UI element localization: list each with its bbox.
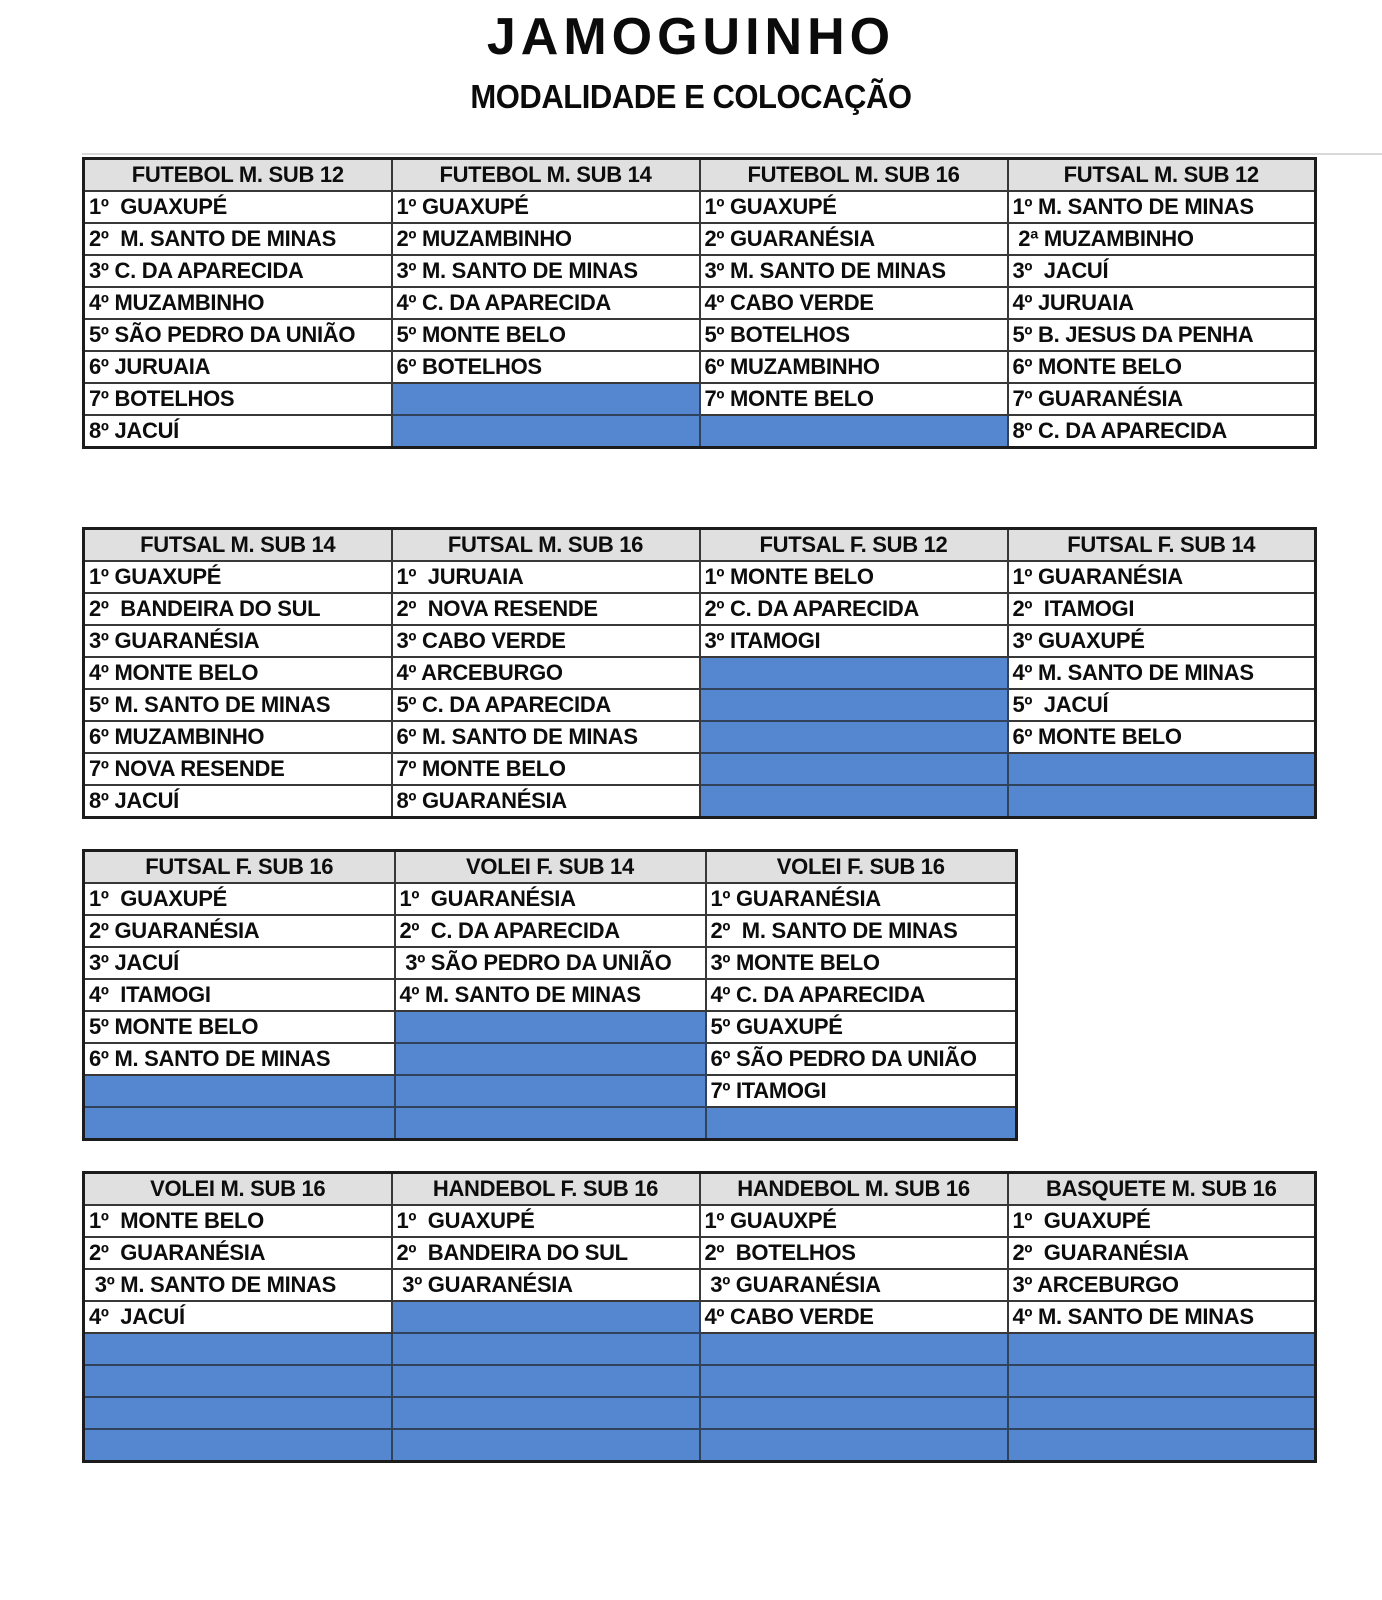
empty-cell bbox=[700, 657, 1008, 689]
table-row bbox=[84, 753, 1316, 785]
top-divider-line bbox=[82, 153, 1382, 155]
rank-cell: 6º MUZAMBINHO bbox=[700, 351, 1008, 383]
rank-cell: 3º M. SANTO DE MINAS bbox=[84, 1269, 392, 1301]
rank-cell: 5º BOTELHOS bbox=[700, 319, 1008, 351]
column-header-futsal-m-sub-16: FUTSAL M. SUB 16 bbox=[392, 529, 700, 562]
empty-cell bbox=[706, 1107, 1017, 1140]
rank-cell: 4º CABO VERDE bbox=[700, 1301, 1008, 1333]
rank-cell: 6º JURUAIA bbox=[84, 351, 392, 383]
table-group-1 bbox=[82, 157, 1317, 449]
rank-cell: 3º CABO VERDE bbox=[392, 625, 700, 657]
header-row bbox=[84, 529, 1316, 562]
table-row bbox=[84, 1043, 1017, 1075]
tables-area bbox=[82, 157, 1317, 1463]
rank-cell: 1º GUAXUPÉ bbox=[84, 883, 395, 915]
empty-cell bbox=[392, 415, 700, 448]
rank-cell: 6º M. SANTO DE MINAS bbox=[84, 1043, 395, 1075]
table-group-4 bbox=[82, 1171, 1317, 1463]
rank-cell: 2º C. DA APARECIDA bbox=[700, 593, 1008, 625]
rank-cell: 1º GUAXUPÉ bbox=[392, 191, 700, 223]
column-header-futsal-m-sub-12: FUTSAL M. SUB 12 bbox=[1008, 159, 1316, 192]
rank-cell: 2º BANDEIRA DO SUL bbox=[84, 593, 392, 625]
rank-cell: 4º ITAMOGI bbox=[84, 979, 395, 1011]
empty-cell bbox=[84, 1107, 395, 1140]
empty-cell bbox=[392, 1333, 700, 1365]
column-header-volei-f-sub-16: VOLEI F. SUB 16 bbox=[706, 851, 1017, 884]
table-row bbox=[84, 1429, 1316, 1462]
ranking-table-group-1 bbox=[82, 157, 1317, 449]
empty-cell bbox=[700, 785, 1008, 818]
rank-cell: 3º GUARANÉSIA bbox=[84, 625, 392, 657]
table-row bbox=[84, 1107, 1017, 1140]
rank-cell: 5º C. DA APARECIDA bbox=[392, 689, 700, 721]
empty-cell bbox=[84, 1429, 392, 1462]
column-header-futebol-m-sub-14: FUTEBOL M. SUB 14 bbox=[392, 159, 700, 192]
rank-cell: 7º MONTE BELO bbox=[700, 383, 1008, 415]
rank-cell: 1º GUAXUPÉ bbox=[392, 1205, 700, 1237]
table-row bbox=[84, 883, 1017, 915]
table-row bbox=[84, 1397, 1316, 1429]
empty-cell bbox=[700, 753, 1008, 785]
table-row bbox=[84, 657, 1316, 689]
rank-cell: 3º ITAMOGI bbox=[700, 625, 1008, 657]
rank-cell: 3º ARCEBURGO bbox=[1008, 1269, 1316, 1301]
table-row bbox=[84, 1205, 1316, 1237]
table-row bbox=[84, 979, 1017, 1011]
table-row bbox=[84, 689, 1316, 721]
rank-cell: 6º MONTE BELO bbox=[1008, 721, 1316, 753]
rank-cell: 4º MUZAMBINHO bbox=[84, 287, 392, 319]
empty-cell bbox=[700, 721, 1008, 753]
rank-cell: 4º C. DA APARECIDA bbox=[706, 979, 1017, 1011]
column-header-basquete-m-sub-16: BASQUETE M. SUB 16 bbox=[1008, 1173, 1316, 1206]
rank-cell: 5º MONTE BELO bbox=[392, 319, 700, 351]
empty-cell bbox=[392, 1365, 700, 1397]
rank-cell: 5º B. JESUS DA PENHA bbox=[1008, 319, 1316, 351]
rank-cell: 2º M. SANTO DE MINAS bbox=[84, 223, 392, 255]
rank-cell: 1º GUAUXPÉ bbox=[700, 1205, 1008, 1237]
empty-cell bbox=[1008, 753, 1316, 785]
rank-cell: 7º ITAMOGI bbox=[706, 1075, 1017, 1107]
empty-cell bbox=[395, 1107, 706, 1140]
rank-cell: 3º GUARANÉSIA bbox=[700, 1269, 1008, 1301]
rank-cell: 1º M. SANTO DE MINAS bbox=[1008, 191, 1316, 223]
header-row bbox=[84, 851, 1017, 884]
table-row bbox=[84, 415, 1316, 448]
table-row bbox=[84, 625, 1316, 657]
table-row bbox=[84, 1075, 1017, 1107]
rank-cell: 8º JACUÍ bbox=[84, 415, 392, 448]
rank-cell: 6º M. SANTO DE MINAS bbox=[392, 721, 700, 753]
table-row bbox=[84, 947, 1017, 979]
rank-cell: 2º GUARANÉSIA bbox=[700, 223, 1008, 255]
empty-cell bbox=[1008, 785, 1316, 818]
rank-cell: 8º C. DA APARECIDA bbox=[1008, 415, 1316, 448]
empty-cell bbox=[84, 1333, 392, 1365]
rank-cell: 8º JACUÍ bbox=[84, 785, 392, 818]
empty-cell bbox=[84, 1397, 392, 1429]
header-row bbox=[84, 159, 1316, 192]
rank-cell: 5º GUAXUPÉ bbox=[706, 1011, 1017, 1043]
table-row bbox=[84, 1333, 1316, 1365]
ranking-table-group-4 bbox=[82, 1171, 1317, 1463]
rank-cell: 1º GUAXUPÉ bbox=[1008, 1205, 1316, 1237]
table-row bbox=[84, 915, 1017, 947]
table-row bbox=[84, 1301, 1316, 1333]
rank-cell: 1º GUAXUPÉ bbox=[84, 191, 392, 223]
rank-cell: 1º GUARANÉSIA bbox=[706, 883, 1017, 915]
table-row bbox=[84, 223, 1316, 255]
table-row bbox=[84, 561, 1316, 593]
table-row bbox=[84, 785, 1316, 818]
empty-cell bbox=[700, 1397, 1008, 1429]
rank-cell: 4º CABO VERDE bbox=[700, 287, 1008, 319]
rank-cell: 6º MONTE BELO bbox=[1008, 351, 1316, 383]
rank-cell: 1º GUAXUPÉ bbox=[700, 191, 1008, 223]
empty-cell bbox=[700, 1429, 1008, 1462]
table-row bbox=[84, 721, 1316, 753]
page-title: JAMOGUINHO bbox=[486, 8, 896, 66]
rank-cell: 2º GUARANÉSIA bbox=[1008, 1237, 1316, 1269]
table-row bbox=[84, 191, 1316, 223]
rank-cell: 6º BOTELHOS bbox=[392, 351, 700, 383]
rank-cell: 7º BOTELHOS bbox=[84, 383, 392, 415]
rank-cell: 2º NOVA RESENDE bbox=[392, 593, 700, 625]
empty-cell bbox=[1008, 1397, 1316, 1429]
rank-cell: 5º JACUÍ bbox=[1008, 689, 1316, 721]
rank-cell: 2º M. SANTO DE MINAS bbox=[706, 915, 1017, 947]
rank-cell: 1º JURUAIA bbox=[392, 561, 700, 593]
empty-cell bbox=[1008, 1365, 1316, 1397]
table-row bbox=[84, 1365, 1316, 1397]
rank-cell: 2º GUARANÉSIA bbox=[84, 1237, 392, 1269]
rank-cell: 6º MUZAMBINHO bbox=[84, 721, 392, 753]
rank-cell: 3º MONTE BELO bbox=[706, 947, 1017, 979]
page-header bbox=[0, 0, 1382, 116]
column-header-futsal-f-sub-14: FUTSAL F. SUB 14 bbox=[1008, 529, 1316, 562]
table-group-2 bbox=[82, 527, 1317, 819]
rank-cell: 1º GUARANÉSIA bbox=[1008, 561, 1316, 593]
empty-cell bbox=[700, 689, 1008, 721]
rank-cell: 4º ARCEBURGO bbox=[392, 657, 700, 689]
table-row bbox=[84, 383, 1316, 415]
rank-cell: 2º BOTELHOS bbox=[700, 1237, 1008, 1269]
empty-cell bbox=[1008, 1333, 1316, 1365]
rank-cell: 3º GUAXUPÉ bbox=[1008, 625, 1316, 657]
rank-cell: 1º GUAXUPÉ bbox=[84, 561, 392, 593]
rank-cell: 1º MONTE BELO bbox=[700, 561, 1008, 593]
empty-cell bbox=[1008, 1429, 1316, 1462]
column-header-volei-m-sub-16: VOLEI M. SUB 16 bbox=[84, 1173, 392, 1206]
empty-cell bbox=[395, 1043, 706, 1075]
rank-cell: 7º MONTE BELO bbox=[392, 753, 700, 785]
column-header-volei-f-sub-14: VOLEI F. SUB 14 bbox=[395, 851, 706, 884]
rank-cell: 7º NOVA RESENDE bbox=[84, 753, 392, 785]
rank-cell: 3º SÃO PEDRO DA UNIÃO bbox=[395, 947, 706, 979]
rank-cell: 1º GUARANÉSIA bbox=[395, 883, 706, 915]
empty-cell bbox=[84, 1365, 392, 1397]
empty-cell bbox=[392, 1301, 700, 1333]
ranking-table-group-2 bbox=[82, 527, 1317, 819]
table-row bbox=[84, 287, 1316, 319]
empty-cell bbox=[392, 1397, 700, 1429]
column-header-handebol-m-sub-16: HANDEBOL M. SUB 16 bbox=[700, 1173, 1008, 1206]
rank-cell: 2º ITAMOGI bbox=[1008, 593, 1316, 625]
rank-cell: 3º JACUÍ bbox=[84, 947, 395, 979]
rank-cell: 8º GUARANÉSIA bbox=[392, 785, 700, 818]
rank-cell: 4º JURUAIA bbox=[1008, 287, 1316, 319]
rank-cell: 2ª MUZAMBINHO bbox=[1008, 223, 1316, 255]
table-row bbox=[84, 1237, 1316, 1269]
rank-cell: 2º C. DA APARECIDA bbox=[395, 915, 706, 947]
empty-cell bbox=[700, 1333, 1008, 1365]
rank-cell: 4º JACUÍ bbox=[84, 1301, 392, 1333]
column-header-futsal-f-sub-16: FUTSAL F. SUB 16 bbox=[84, 851, 395, 884]
rank-cell: 3º JACUÍ bbox=[1008, 255, 1316, 287]
table-row bbox=[84, 351, 1316, 383]
table-row bbox=[84, 1269, 1316, 1301]
ranking-table-group-3 bbox=[82, 849, 1018, 1141]
column-header-handebol-f-sub-16: HANDEBOL F. SUB 16 bbox=[392, 1173, 700, 1206]
rank-cell: 6º SÃO PEDRO DA UNIÃO bbox=[706, 1043, 1017, 1075]
rank-cell: 5º M. SANTO DE MINAS bbox=[84, 689, 392, 721]
rank-cell: 4º MONTE BELO bbox=[84, 657, 392, 689]
rank-cell: 4º M. SANTO DE MINAS bbox=[1008, 657, 1316, 689]
rank-cell: 1º MONTE BELO bbox=[84, 1205, 392, 1237]
column-header-futsal-m-sub-14: FUTSAL M. SUB 14 bbox=[84, 529, 392, 562]
column-header-futebol-m-sub-12: FUTEBOL M. SUB 12 bbox=[84, 159, 392, 192]
table-row bbox=[84, 255, 1316, 287]
empty-cell bbox=[700, 415, 1008, 448]
table-row bbox=[84, 319, 1316, 351]
rank-cell: 3º GUARANÉSIA bbox=[392, 1269, 700, 1301]
rank-cell: 5º MONTE BELO bbox=[84, 1011, 395, 1043]
empty-cell bbox=[84, 1075, 395, 1107]
rank-cell: 3º M. SANTO DE MINAS bbox=[700, 255, 1008, 287]
column-header-futebol-m-sub-16: FUTEBOL M. SUB 16 bbox=[700, 159, 1008, 192]
empty-cell bbox=[700, 1365, 1008, 1397]
empty-cell bbox=[392, 1429, 700, 1462]
rank-cell: 7º GUARANÉSIA bbox=[1008, 383, 1316, 415]
empty-cell bbox=[395, 1075, 706, 1107]
rank-cell: 3º M. SANTO DE MINAS bbox=[392, 255, 700, 287]
rank-cell: 2º MUZAMBINHO bbox=[392, 223, 700, 255]
page-subtitle: MODALIDADE E COLOCAÇÃO bbox=[470, 78, 912, 115]
rank-cell: 5º SÃO PEDRO DA UNIÃO bbox=[84, 319, 392, 351]
rank-cell: 2º GUARANÉSIA bbox=[84, 915, 395, 947]
column-header-futsal-f-sub-12: FUTSAL F. SUB 12 bbox=[700, 529, 1008, 562]
empty-cell bbox=[392, 383, 700, 415]
table-row bbox=[84, 1011, 1017, 1043]
empty-cell bbox=[395, 1011, 706, 1043]
header-row bbox=[84, 1173, 1316, 1206]
rank-cell: 3º C. DA APARECIDA bbox=[84, 255, 392, 287]
rank-cell: 4º M. SANTO DE MINAS bbox=[1008, 1301, 1316, 1333]
rank-cell: 4º C. DA APARECIDA bbox=[392, 287, 700, 319]
table-row bbox=[84, 593, 1316, 625]
rank-cell: 4º M. SANTO DE MINAS bbox=[395, 979, 706, 1011]
table-group-3 bbox=[82, 849, 1317, 1141]
rank-cell: 2º BANDEIRA DO SUL bbox=[392, 1237, 700, 1269]
